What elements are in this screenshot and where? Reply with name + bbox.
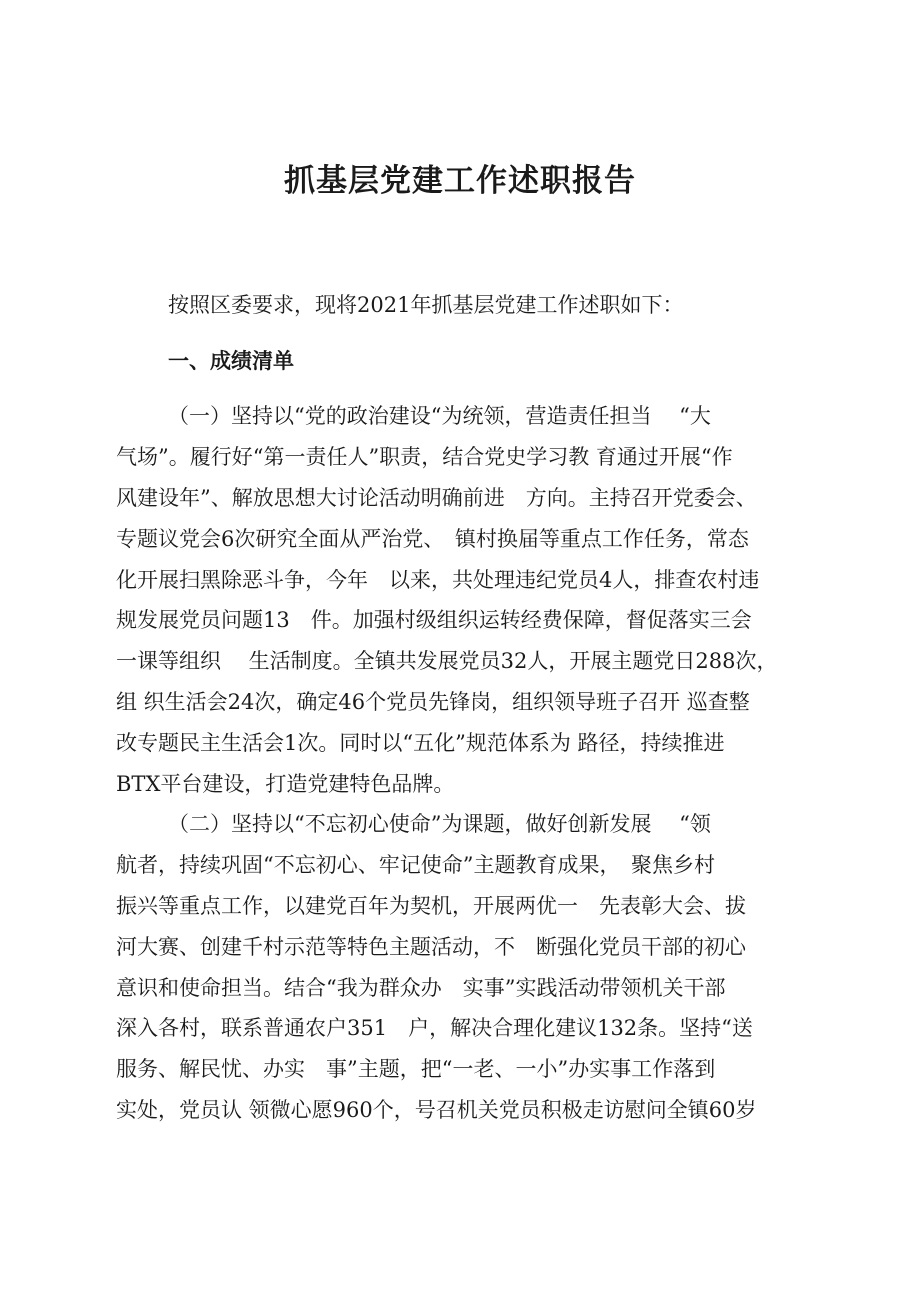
paragraph-1: [116, 396, 816, 805]
text-line: 专题议党会6次研究全面从严治党、 镇村换届等重点工作任务，常态: [116, 526, 749, 551]
text-line: 深入各村，联系普通农户351 户，解决合理化建议132条。坚持“送: [116, 1016, 753, 1041]
page-title: 抓基层党建工作述职报告: [284, 163, 636, 199]
text-line: BTX平台建设，打造党建特色品牌。: [116, 772, 455, 797]
text-line: 风建设年”、解放思想大讨论活动明确前进 方向。主持召开党委会、: [116, 485, 757, 510]
text-line: 振兴等重点工作，以建党百年为契机，开展两优一 先表彰大会、拔: [116, 893, 746, 918]
text-line: 规发展党员问题13 件。加强村级组织运转经费保障，督促落实三会: [116, 608, 752, 633]
text-line: （二）坚持以“不忘初心使命”为课题，做好创新发展 “领: [168, 812, 711, 836]
text-line: （一）坚持以“党的政治建设“为统领，营造责任担当 “大: [168, 404, 711, 428]
intro-paragraph: 按照区委要求，现将2021年抓基层党建工作述职如下：: [168, 293, 684, 317]
text-line: 改专题民主生活会1次。同时以“五化”规范体系为 路径，持续推进: [116, 731, 725, 756]
text-line: 一课等组织 生活制度。全镇共发展党员32人，开展主题党日288次，: [116, 649, 778, 674]
text-line: 实处，党员认 领微心愿960个，号召机关党员积极走访慰问全镇60岁: [116, 1098, 757, 1123]
text-line: 河大赛、创建千村示范等特色主题活动，不 断强化党员干部的初心: [116, 934, 746, 959]
text-line: 航者，持续巩固“不忘初心、牢记使命”主题教育成果， 聚焦乡村: [116, 852, 715, 877]
text-line: 服务、解民忧、办实 事”主题，把“一老、一小”办实事工作落到: [116, 1057, 716, 1082]
text-line: 意识和使命担当。结合“我为群众办 实事”实践活动带领机关干部: [116, 975, 726, 1000]
text-line: 组 织生活会24次，确定46个党员先锋岗，组织领导班子召开 巡查整: [116, 690, 750, 715]
paragraph-2: [116, 804, 816, 1131]
text-line: 气场”。履行好“第一责任人”职责，结合党史学习教 育通过开展“作: [116, 444, 733, 469]
section-heading: 一、成绩清单: [168, 349, 294, 373]
text-line: 化开展扫黑除恶斗争，今年 以来，共处理违纪党员4人，排查农村违: [116, 567, 760, 592]
